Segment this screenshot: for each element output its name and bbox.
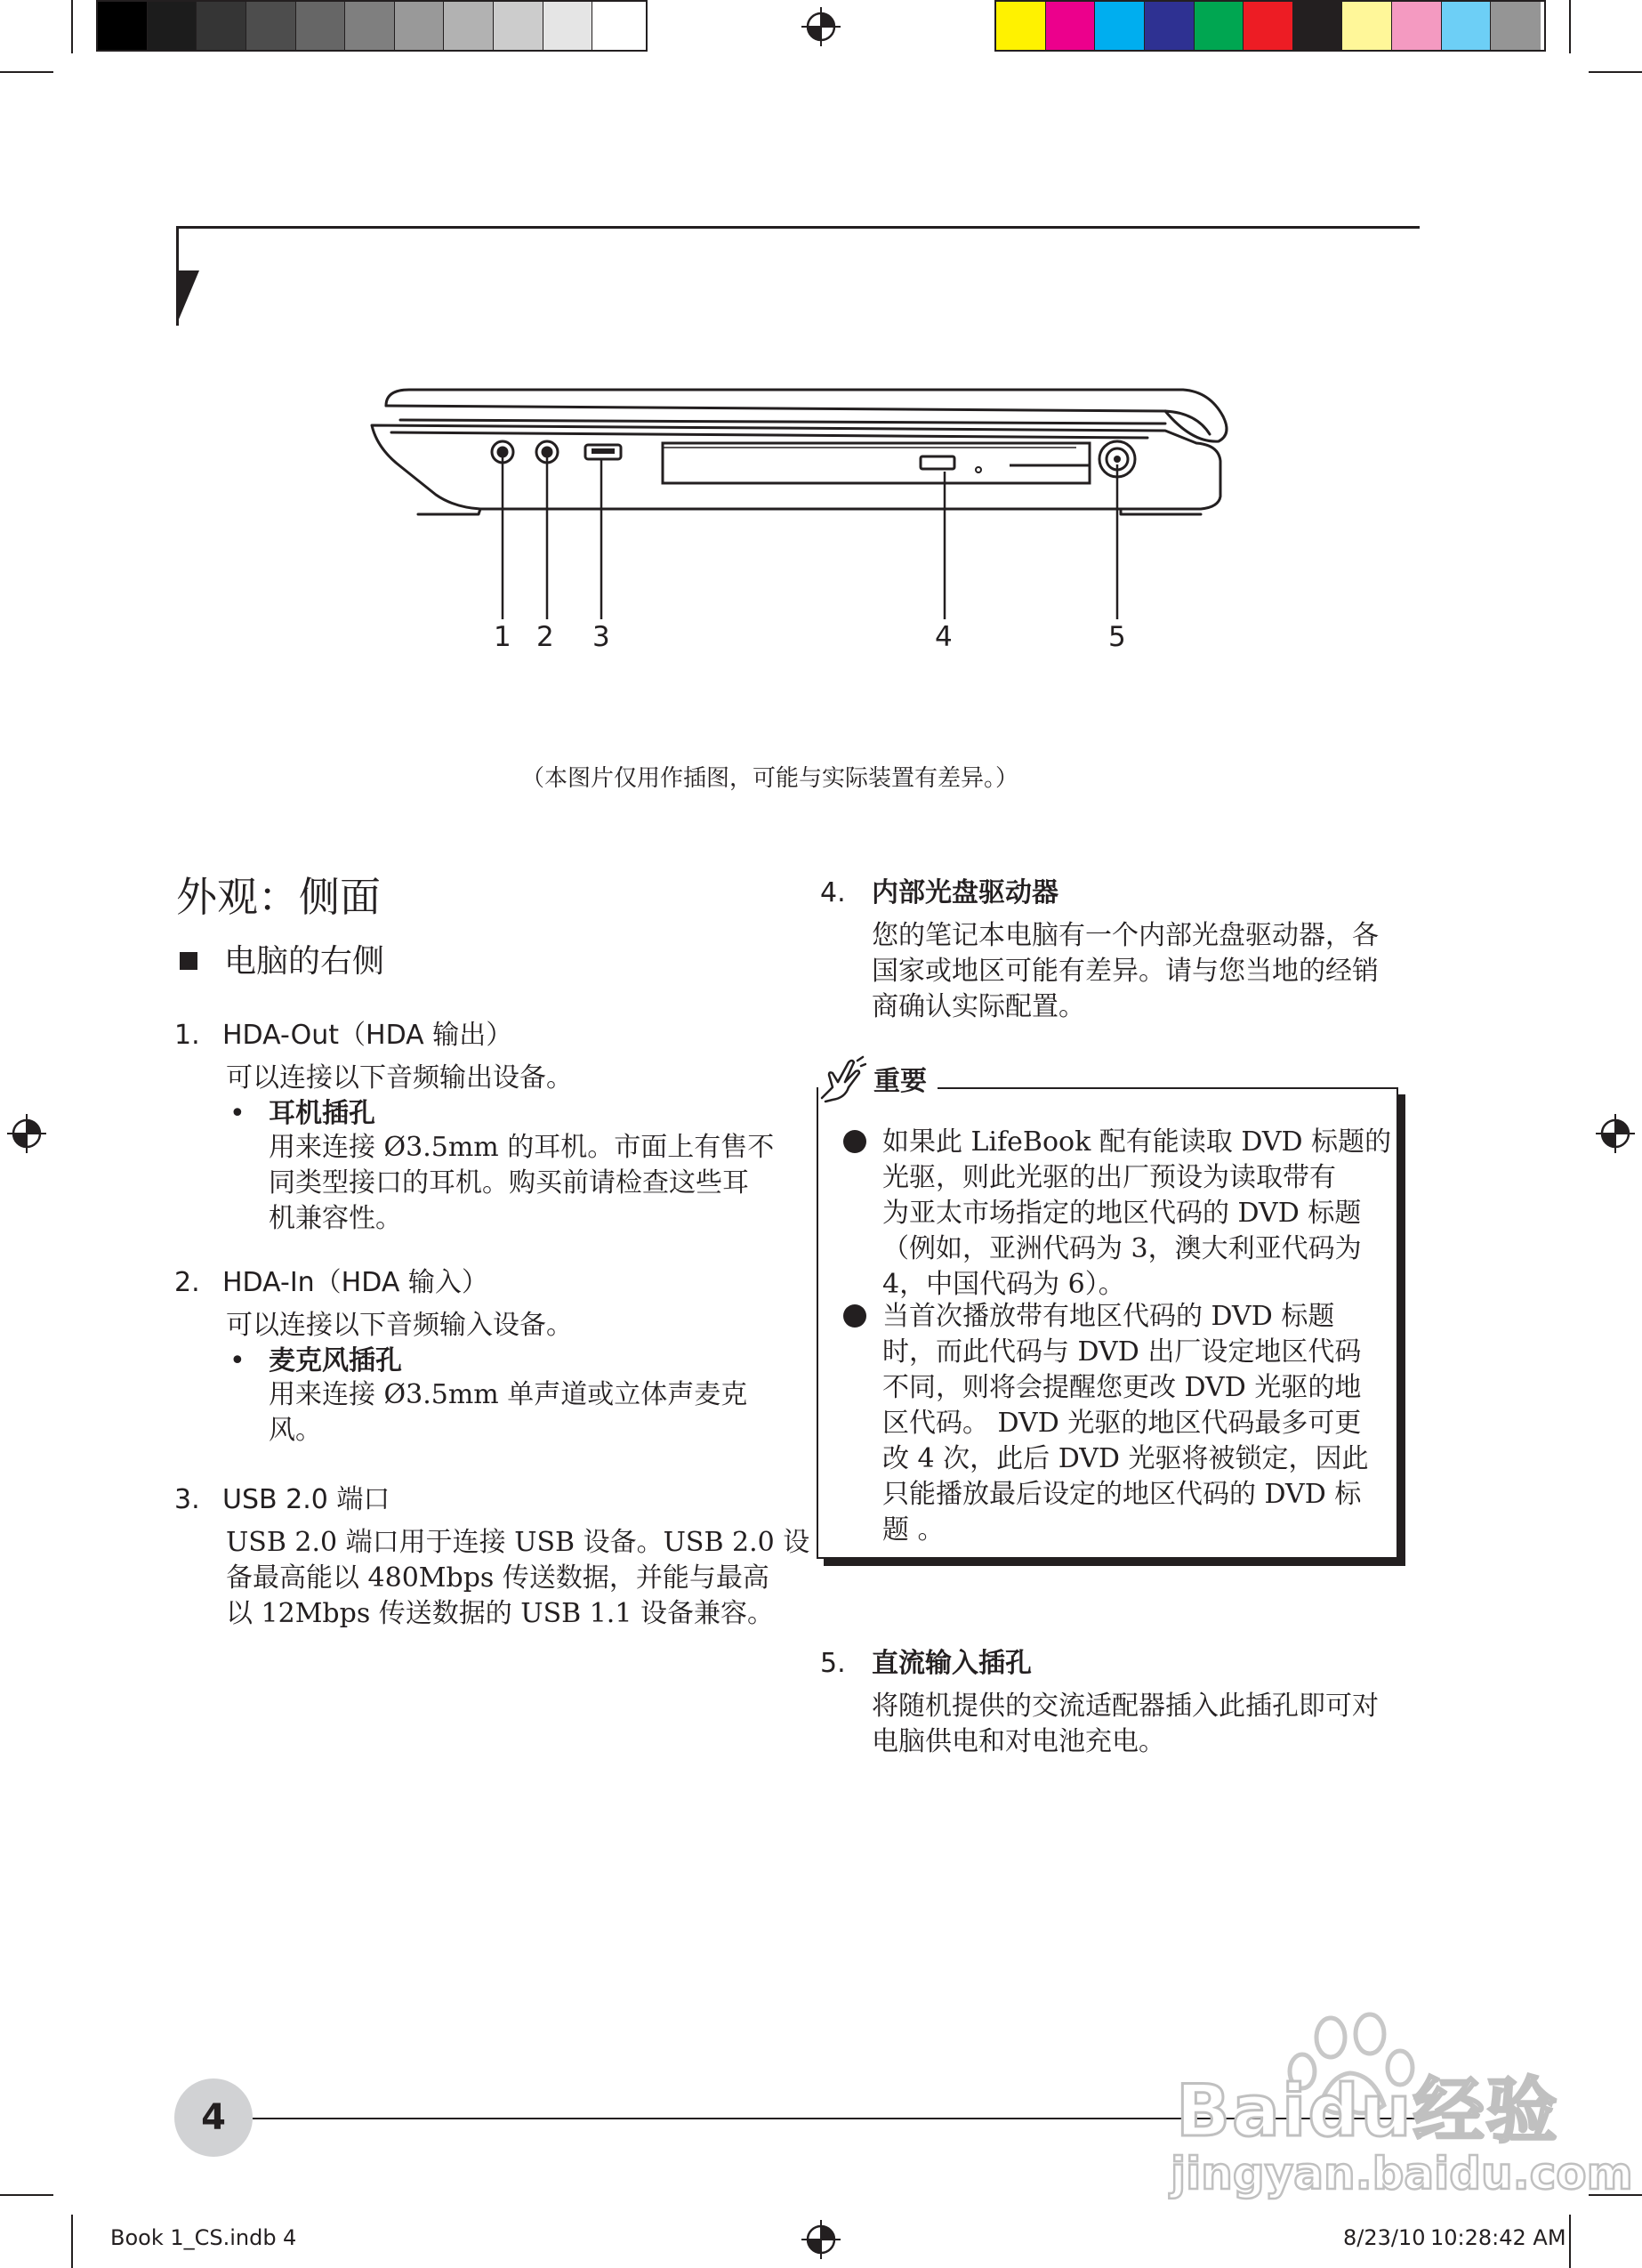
callout-3: 3 xyxy=(592,621,610,653)
watermark-url: jingyan.baidu.com xyxy=(1171,2148,1633,2199)
sub-bullet: • xyxy=(229,1345,245,1376)
slug-date: 8/23/10 xyxy=(1343,2225,1426,2250)
crop-mark xyxy=(1589,71,1642,73)
item-desc-line: 以 12Mbps 传送数据的 USB 1.1 设备兼容。 xyxy=(226,1598,774,1629)
sub-desc-line: 用来连接 Ø3.5mm 的耳机。市面上有售不 xyxy=(269,1132,775,1163)
calibration-swatch xyxy=(1293,2,1343,50)
item-desc-line: 备最高能以 480Mbps 传送数据，并能与最高 xyxy=(226,1562,769,1594)
slug-time: 10:28:42 AM xyxy=(1430,2225,1566,2250)
item-desc-line: 商确认实际配置。 xyxy=(872,991,1085,1022)
calibration-swatch xyxy=(543,2,593,50)
crop-mark xyxy=(1569,0,1571,53)
item-number: 2. xyxy=(174,1267,200,1298)
subsection-title: 电脑的右侧 xyxy=(224,943,385,980)
crop-mark xyxy=(71,0,73,53)
item-desc-line: 电脑供电和对电池充电。 xyxy=(872,1726,1165,1757)
important-line: 改 4 次，此后 DVD 光驱将被锁定，因此 xyxy=(882,1443,1369,1474)
calibration-swatch xyxy=(345,2,395,50)
item-title-usb: USB 2.0 端口 xyxy=(222,1484,390,1515)
callout-4: 4 xyxy=(935,621,953,653)
chapter-header-rule xyxy=(178,226,1420,229)
registration-mark-bottom xyxy=(801,2220,841,2259)
calibration-swatch xyxy=(1195,2,1244,50)
item-number: 1. xyxy=(174,1020,200,1051)
crop-mark xyxy=(0,2194,53,2196)
item-desc-line: 您的笔记本电脑有一个内部光盘驱动器，各 xyxy=(872,920,1379,951)
item-title-hda-in: HDA-In（HDA 输入） xyxy=(222,1267,488,1298)
important-line: （例如，亚洲代码为 3，澳大利亚代码为 xyxy=(882,1233,1362,1264)
watermark-logo: Baidu经验 xyxy=(1176,2070,1559,2152)
calibration-swatch xyxy=(1046,2,1096,50)
grayscale-calibration-bar xyxy=(96,0,648,52)
important-line: 时，而此代码与 DVD 出厂设定地区代码 xyxy=(882,1336,1362,1368)
important-bullet-1 xyxy=(843,1130,866,1153)
important-line: 如果此 LifeBook 配有能读取 DVD 标题的 xyxy=(882,1126,1392,1158)
subsection-square-icon xyxy=(180,952,197,970)
item-desc-line: 国家或地区可能有差异。请与您当地的经销 xyxy=(872,956,1379,987)
item-desc: 可以连接以下音频输入设备。 xyxy=(226,1310,573,1341)
crop-mark xyxy=(0,71,53,73)
important-line: 当首次播放带有地区代码的 DVD 标题 xyxy=(882,1301,1335,1332)
important-line: 为亚太市场指定的地区代码的 DVD 标题 xyxy=(882,1198,1362,1229)
calibration-swatch xyxy=(395,2,445,50)
callout-2: 2 xyxy=(536,621,554,653)
calibration-swatch xyxy=(1491,2,1541,50)
registration-mark-left xyxy=(7,1114,46,1153)
important-line: 题 。 xyxy=(882,1514,945,1546)
important-bullet-2 xyxy=(843,1304,866,1328)
item-title-dc-in: 直流输入插孔 xyxy=(872,1648,1032,1679)
sub-bullet: • xyxy=(229,1098,245,1129)
calibration-swatch xyxy=(197,2,246,50)
item-desc: 可以连接以下音频输出设备。 xyxy=(226,1062,573,1094)
calibration-swatch xyxy=(246,2,296,50)
item-title-hda-out: HDA-Out（HDA 输出） xyxy=(222,1020,513,1051)
calibration-swatch xyxy=(1442,2,1492,50)
item-number: 4. xyxy=(820,877,846,908)
figure-caption: （本图片仅用作插图，可能与实际装置有差异。） xyxy=(521,765,1019,792)
calibration-swatch xyxy=(98,2,148,50)
registration-mark-right xyxy=(1596,1114,1635,1153)
important-line: 不同，则将会提醒您更改 DVD 光驱的地 xyxy=(882,1372,1362,1403)
registration-mark-top xyxy=(801,7,841,46)
calibration-swatch xyxy=(592,2,642,50)
item-title-optical-drive: 内部光盘驱动器 xyxy=(872,877,1058,908)
color-calibration-bar xyxy=(994,0,1546,52)
section-title: 外观：侧面 xyxy=(176,873,381,921)
slug-page: 4 xyxy=(283,2225,297,2250)
sub-desc-line: 风。 xyxy=(269,1415,322,1446)
crop-mark xyxy=(71,2215,73,2268)
important-line: 区代码。 DVD 光驱的地区代码最多可更 xyxy=(882,1408,1362,1439)
calibration-swatch xyxy=(996,2,1046,50)
calibration-swatch xyxy=(1145,2,1195,50)
important-label: 重要 xyxy=(873,1066,927,1097)
sub-desc-line: 用来连接 Ø3.5mm 单声道或立体声麦克 xyxy=(269,1379,748,1410)
calibration-swatch xyxy=(494,2,543,50)
calibration-swatch xyxy=(1392,2,1442,50)
page-number: 4 xyxy=(201,2097,226,2138)
callout-5: 5 xyxy=(1108,621,1126,653)
chapter-header-tab xyxy=(176,226,201,326)
sub-desc-line: 机兼容性。 xyxy=(269,1203,402,1234)
calibration-swatch xyxy=(444,2,494,50)
item-number: 3. xyxy=(174,1484,200,1515)
calibration-swatch xyxy=(1095,2,1145,50)
item-desc-line: USB 2.0 端口用于连接 USB 设备。USB 2.0 设 xyxy=(226,1527,810,1558)
sub-desc-line: 同类型接口的耳机。购买前请检查这些耳 xyxy=(269,1167,749,1199)
calibration-swatch xyxy=(296,2,346,50)
important-line: 只能播放最后设定的地区代码的 DVD 标 xyxy=(882,1479,1362,1510)
sub-title-microphone-jack: 麦克风插孔 xyxy=(269,1345,402,1376)
sub-title-headphone-jack: 耳机插孔 xyxy=(269,1098,375,1129)
important-line: 4，中国代码为 6）。 xyxy=(882,1269,1125,1300)
calibration-swatch xyxy=(148,2,197,50)
crop-mark xyxy=(1569,2215,1571,2268)
important-line: 光驱，则此光驱的出厂预设为读取带有 xyxy=(882,1162,1336,1193)
important-box-top-rule xyxy=(938,1087,1398,1089)
calibration-swatch xyxy=(1342,2,1392,50)
callout-leader-lines xyxy=(480,445,1139,623)
slug-file: Book 1_CS.indb xyxy=(110,2225,277,2250)
item-number: 5. xyxy=(820,1648,846,1679)
item-desc-line: 将随机提供的交流适配器插入此插孔即可对 xyxy=(872,1691,1379,1722)
calibration-swatch xyxy=(1244,2,1293,50)
callout-1: 1 xyxy=(494,621,511,653)
